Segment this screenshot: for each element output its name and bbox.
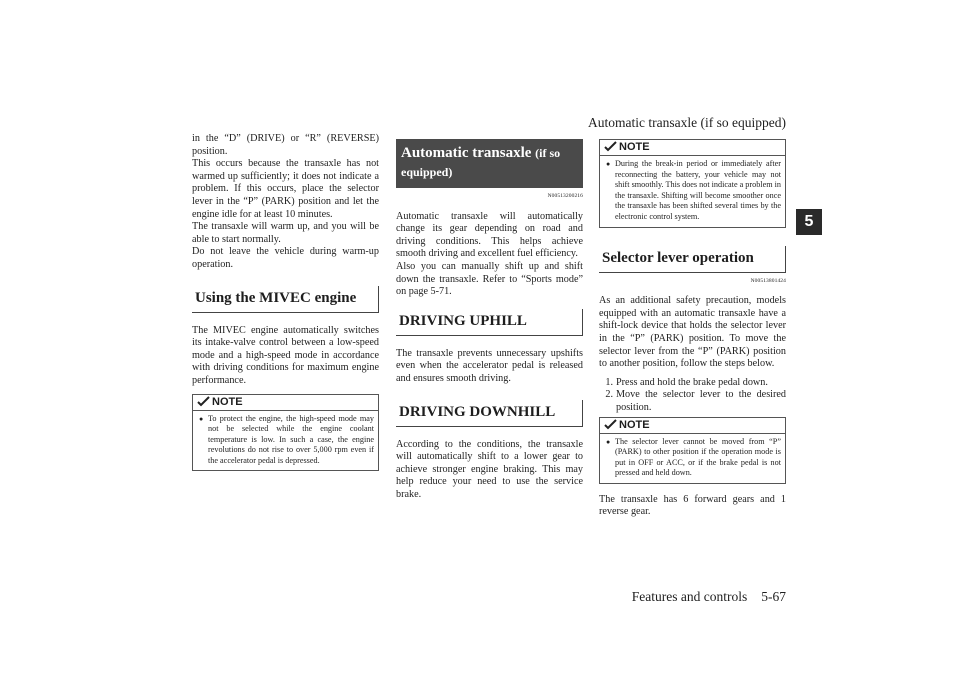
note-label: NOTE bbox=[619, 418, 650, 431]
paragraph: Automatic transaxle will automatically change its gear depending on road and driving conditions. This helps achieve smooth driving and excellent fuel efficiency. bbox=[396, 210, 583, 260]
document-code: N00513801424 bbox=[750, 277, 786, 284]
note-box bbox=[599, 417, 786, 484]
paragraph: The transaxle has 6 forward gears and 1 reverse gear. bbox=[599, 493, 786, 518]
paragraph: The transaxle prevents unnecessary upshifts even when the accelerator pedal is released and ensures smooth driving. bbox=[396, 347, 583, 384]
paragraph: This occurs because the transaxle has not warmed up sufficiently; it does not indicate a problem. If this occurs, place the selector lever in the “P” (PARK) position and let the engine idle for at least 10 minutes. bbox=[192, 158, 379, 220]
note-icon bbox=[604, 419, 617, 430]
paragraph: The transaxle will warm up, and you will be able to start normally. bbox=[192, 221, 379, 245]
step-list bbox=[599, 377, 786, 415]
page-footer bbox=[632, 589, 786, 605]
paragraph: in the “D” (DRIVE) or “R” (REVERSE) position. bbox=[192, 133, 379, 157]
footer-section: Features and controls bbox=[631, 589, 748, 604]
note-box bbox=[599, 139, 786, 228]
paragraph: The MIVEC engine automatically switches its intake-valve control between a low-speed mode and a high-speed mode in accordance with driving conditions for maximum engine performance. bbox=[192, 324, 379, 386]
bullet-icon: ● bbox=[606, 160, 611, 168]
note-header bbox=[600, 140, 785, 156]
step-item bbox=[601, 377, 786, 390]
section-title: Automatic transaxle bbox=[401, 145, 532, 161]
note-text: To protect the engine, the high-speed mode may not be selected while the engine coolant temperature is low. In such a case, the engine revolutions do not rise to over 5,000 rpm even if the accelerator pedal is depressed. bbox=[208, 413, 374, 465]
bullet-icon: ● bbox=[199, 414, 204, 423]
section-heading-automatic-transaxle bbox=[396, 139, 583, 188]
section-heading-mivec: Using the MIVEC engine bbox=[192, 286, 379, 313]
paragraph: As an additional safety precaution, models equipped with an automatic transaxle have a shift-lock device that holds the selector lever in the “P” (PARK) position. To move the selector lever from the “P” (PARK) position to another position, follow the steps below. bbox=[599, 295, 786, 370]
note-text: The selector lever cannot be moved from “P” (PARK) to other position if the operation mode is put in OFF or ACC, or if the brake pedal is not pressed and held down. bbox=[615, 436, 781, 478]
note-text: During the break-in period or immediately after reconnecting the battery, your vehicle may not shift smoothly. This does not indicate a problem in the transaxle. Shifting will become smoother once the transaxle has been shifted several times by the electronic control system. bbox=[615, 159, 782, 221]
section-heading-downhill: DRIVING DOWNHILL bbox=[396, 400, 583, 427]
note-header bbox=[600, 418, 785, 434]
note-icon bbox=[604, 141, 617, 152]
note-box bbox=[192, 394, 379, 472]
step-number: 1. bbox=[605, 376, 613, 388]
step-text: Press and hold the brake pedal down. bbox=[616, 376, 768, 388]
note-header bbox=[193, 395, 378, 411]
column-left bbox=[192, 133, 379, 471]
note-label: NOTE bbox=[619, 141, 650, 153]
paragraph: Also you can manually shift up and shift down the transaxle. Refer to “Sports mode” on page 5-71. bbox=[396, 260, 583, 298]
chapter-tab: 5 bbox=[796, 209, 822, 235]
note-icon bbox=[197, 396, 210, 407]
section-suffix: (if so equipped) bbox=[401, 146, 561, 179]
step-number: 2. bbox=[605, 389, 613, 401]
paragraph: According to the conditions, the transaxle will automatically shift to a lower gear to achieve stronger engine braking. This may help reduce your need to use the service brake. bbox=[396, 438, 583, 500]
section-heading-selector-lever: Selector lever operation bbox=[599, 246, 786, 273]
step-item bbox=[601, 389, 786, 414]
section-heading-uphill: DRIVING UPHILL bbox=[396, 309, 583, 336]
paragraph: Do not leave the vehicle during warm-up operation. bbox=[192, 246, 379, 270]
step-text: Move the selector lever to the desired position. bbox=[616, 389, 786, 413]
note-label: NOTE bbox=[212, 395, 243, 408]
column-right bbox=[599, 133, 786, 519]
page-header: Automatic transaxle (if so equipped) bbox=[588, 115, 786, 130]
column-middle bbox=[396, 133, 583, 502]
page-number: 5-67 bbox=[761, 589, 786, 604]
document-code: N00513200216 bbox=[547, 193, 583, 199]
bullet-icon: ● bbox=[606, 437, 611, 446]
